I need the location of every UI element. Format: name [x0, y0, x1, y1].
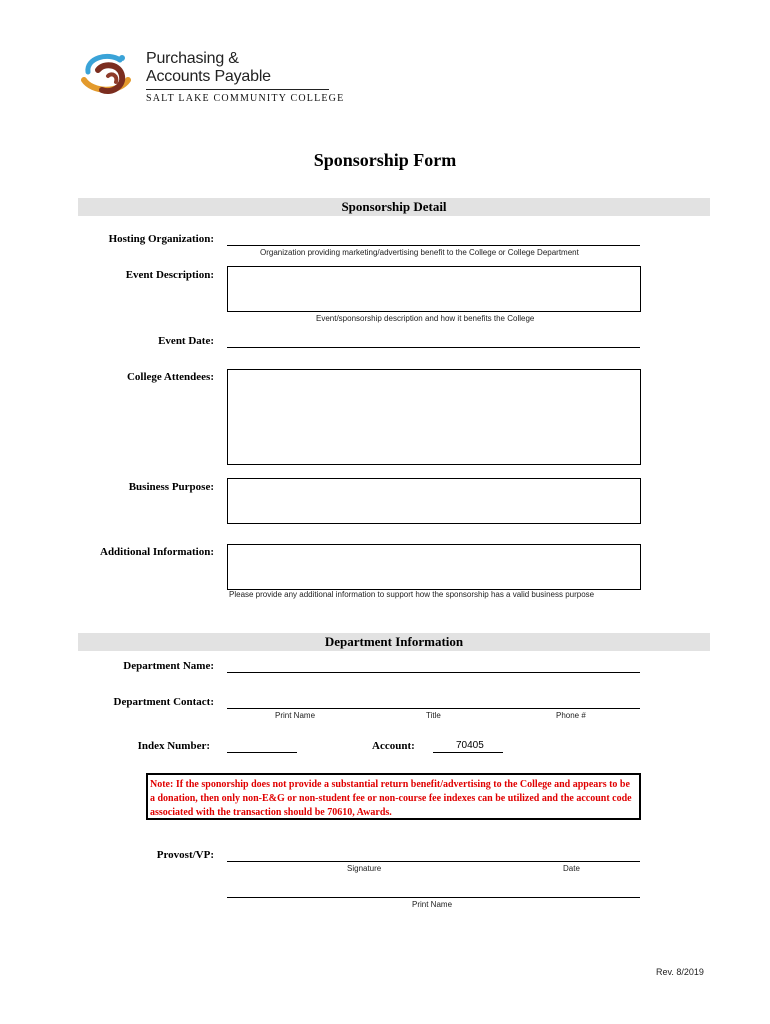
account-field[interactable] [433, 752, 503, 753]
donation-note: Note: If the sponorship does not provide a substantial return benefit/advertising to the College and appears to be a donation, then only non-E&G or non-student fee or non-course fee indexes can be utilized and the account code associated with the transaction should be 70610, Awards. [146, 773, 641, 820]
provost-vp-signature-field[interactable] [227, 861, 640, 862]
provost-vp-print-name-field[interactable] [227, 897, 640, 898]
business-purpose-field[interactable] [227, 478, 641, 524]
page-title: Sponsorship Form [313, 150, 457, 170]
event-description-hint: Event/sponsorship description and how it benefits the College [316, 314, 535, 323]
additional-information-hint: Please provide any additional information to support how the sponsorship has a valid business purpose [229, 590, 595, 599]
additional-information-field[interactable] [227, 544, 641, 590]
provost-print-name-hint: Print Name [412, 900, 453, 909]
revision-date: Rev. 8/2019 [656, 967, 704, 977]
department-contact-label: Department Contact: [113, 696, 214, 708]
event-description-label: Event Description: [125, 269, 214, 281]
hosting-organization-label: Hosting Organization: [108, 233, 214, 245]
section-header-sponsorship-detail: Sponsorship Detail [78, 198, 710, 216]
event-description-field[interactable] [227, 266, 641, 312]
hosting-organization-field[interactable] [227, 245, 640, 246]
college-attendees-field[interactable] [227, 369, 641, 465]
department-contact-phone-hint: Phone # [556, 711, 586, 720]
provost-vp-label: Provost/VP: [156, 849, 214, 861]
section-header-department-information: Department Information [78, 633, 710, 651]
hosting-organization-hint: Organization providing marketing/advertising benefit to the College or College Department [260, 248, 579, 257]
logo-text-line1: Purchasing & [146, 50, 239, 67]
additional-information-label: Additional Information: [100, 546, 214, 558]
business-purpose-label: Business Purpose: [128, 481, 214, 493]
account-value: 70405 [456, 740, 484, 751]
department-name-label: Department Name: [123, 660, 214, 672]
department-contact-title-hint: Title [426, 711, 441, 720]
department-name-field[interactable] [227, 672, 640, 673]
college-logo [78, 48, 345, 108]
index-number-field[interactable] [227, 752, 297, 753]
college-attendees-label: College Attendees: [126, 371, 214, 383]
index-number-label: Index Number: [137, 740, 210, 752]
provost-signature-hint: Signature [347, 864, 382, 873]
logo-college-name: SALT LAKE COMMUNITY COLLEGE [146, 93, 345, 104]
logo-text-line2: Accounts Payable [146, 68, 271, 85]
department-contact-field[interactable] [227, 708, 640, 709]
logo-divider [146, 89, 329, 90]
logo-swirl-icon [78, 50, 140, 102]
department-contact-print-name-hint: Print Name [275, 711, 316, 720]
account-label: Account: [372, 740, 415, 752]
event-date-field[interactable] [227, 347, 640, 348]
provost-date-hint: Date [563, 864, 580, 873]
event-date-label: Event Date: [158, 335, 214, 347]
